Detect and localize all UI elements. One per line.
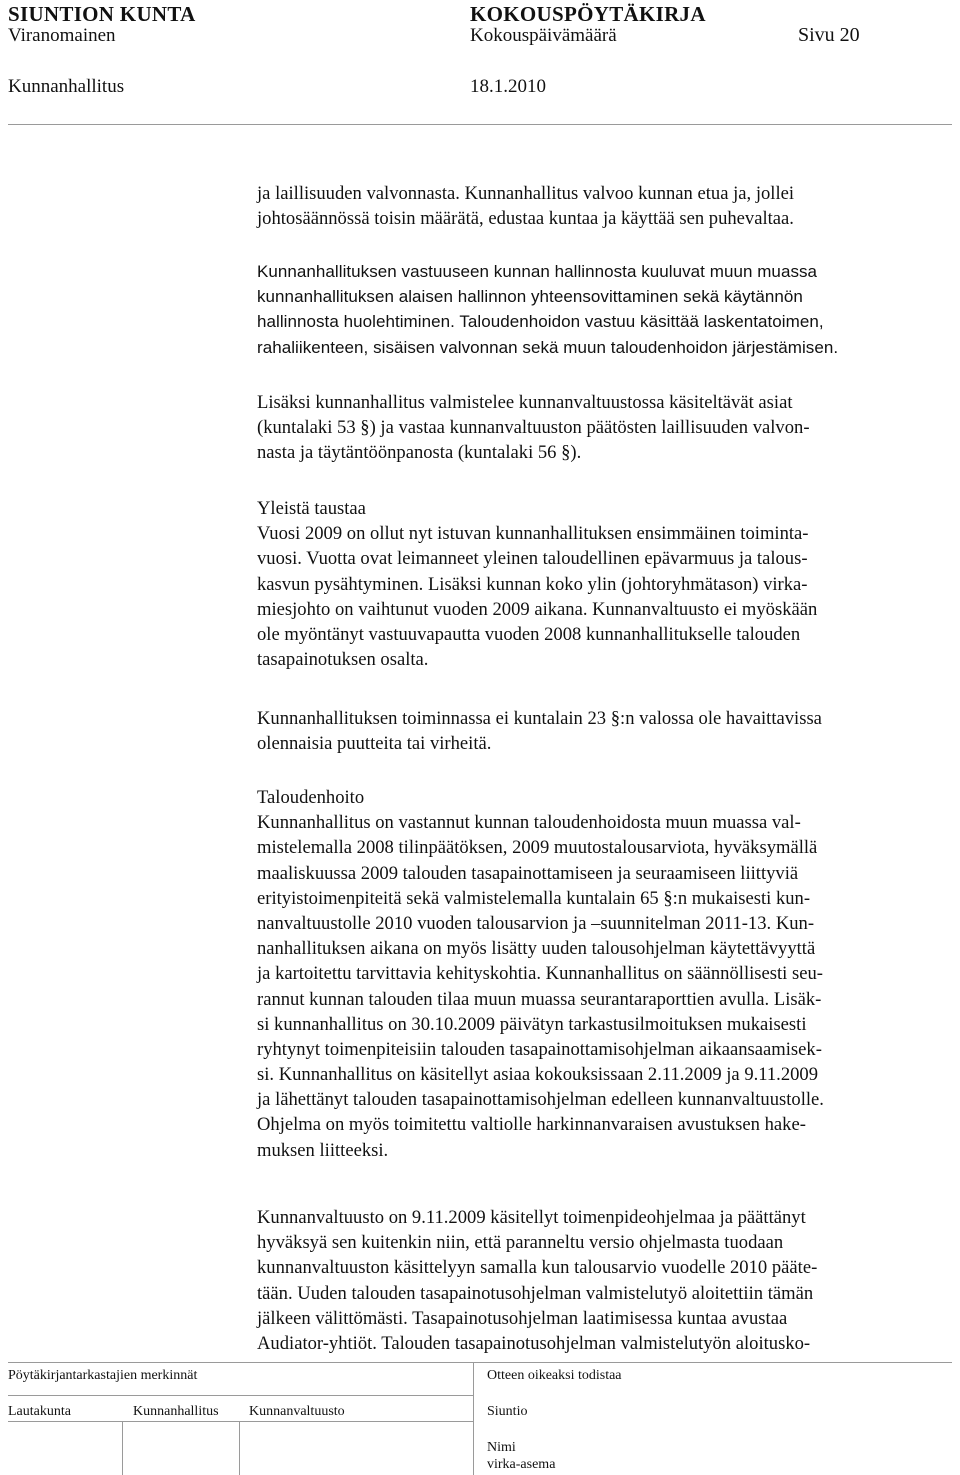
meeting-date-label: Kokouspäivämäärä [470, 25, 617, 46]
signer-position-label: virka-asema [487, 1457, 556, 1472]
page-number: Sivu 20 [798, 24, 860, 46]
signer-name-label: Nimi [487, 1440, 516, 1455]
text-line: kunnanvaltuuston käsittelyyn samalla kun talousarvio vuodelle 2010 pääte- [257, 1257, 818, 1279]
footer-col-divider [122, 1421, 123, 1475]
text-line: muksen liitteeksi. [257, 1139, 389, 1161]
text-line: ja lähettänyt talouden tasapainottamisohjelman edelleen kunnanvaltuustolle. [257, 1089, 824, 1111]
text-line: ja kartoitettu tarvittavia kehityskohtia. Kunnanhallitus on säännöllisesti seu- [257, 963, 823, 985]
footer-col-divider [239, 1421, 240, 1475]
text-line [257, 1163, 957, 1188]
reviewers-label: Pöytäkirjantarkastajien merkinnät [8, 1368, 198, 1383]
text-line: nanhallituksen aikana on myös lisätty uuden talousohjelman käytettävyyttä [257, 938, 816, 960]
text-line: rannut kunnan talouden tilaa muun muassa seurantaraporttien avulla. Lisäk- [257, 988, 822, 1010]
section-general-background [257, 496, 957, 672]
col-council: Kunnanvaltuusto [249, 1404, 345, 1419]
text-line: vuosi. Vuotta ovat leimanneet yleinen taloudellinen epävarmuus ja talous- [257, 548, 808, 570]
footer-table-row-line [8, 1421, 473, 1422]
text-line: si kunnanhallitus on 30.10.2009 päivätyn tarkastusilmoituksen mukaisesti [257, 1013, 807, 1035]
text-line: nasta ja täytäntöönpanosta (kuntalaki 56 §). [257, 442, 582, 464]
text-line: (kuntalaki 53 §) ja vastaa kunnanvaltuuston päätösten laillisuuden valvon- [257, 417, 810, 439]
text-line: ja laillisuuden valvonnasta. Kunnanhallitus valvoo kunnan etua ja, jollei [257, 183, 795, 204]
footer-table-top-left [8, 1395, 473, 1396]
paragraph-council-decision [257, 1205, 957, 1356]
text-line: tään. Uuden talouden tasapainotusohjelman valmistelutyö aloitettiin tämän [257, 1282, 814, 1304]
text-line: tasapainotuksen osalta. [257, 649, 429, 671]
document-type: KOKOUSPÖYTÄKIRJA [470, 2, 706, 26]
text-line: hallinnosta huolehtiminen. Taloudenhoidon vastuu käsittää laskentatoimen, [257, 312, 824, 332]
text-line: Vuosi 2009 on ollut nyt istuvan kunnanhallituksen ensimmäinen toiminta- [257, 523, 809, 545]
col-government: Kunnanhallitus [133, 1404, 219, 1419]
organization-name: SIUNTION KUNTA [8, 2, 196, 26]
text-line: rahaliikenteen, sisäisen valvonnan sekä muun taloudenhoidon järjestämisen. [257, 337, 839, 357]
text-line: olennaisia puutteita tai virheitä. [257, 733, 492, 755]
section-financial-management [257, 785, 957, 1188]
footer-col-divider [473, 1362, 474, 1475]
text-line: johtosäännössä toisin määrätä, edustaa kuntaa ja käyttää sen puhevaltaa. [257, 208, 794, 230]
section-heading: Taloudenhoito [257, 787, 365, 808]
certification-place: Siuntio [487, 1404, 528, 1419]
body-name: Kunnanhallitus [8, 76, 125, 97]
text-line: mistelemalla 2008 tilinpäätöksen, 2009 muutostalousarviota, hyväksymällä [257, 837, 818, 859]
paragraph-no-deficiencies [257, 706, 957, 756]
text-line: Kunnanvaltuusto on 9.11.2009 käsitellyt toimenpideohjelmaa ja päättänyt [257, 1207, 806, 1228]
meeting-date: 18.1.2010 [470, 76, 546, 97]
text-line: ole myöntänyt vastuuvapautta vuoden 2008 kunnanhallitukselle talouden [257, 623, 801, 645]
text-line: jälkeen välittömästi. Tasapainotusohjelman laatimisessa kuntaa avustaa [257, 1307, 788, 1329]
text-line: nanvaltuustolle 2010 vuoden talousarvion ja –suunnitelman 2011-13. Kun- [257, 912, 815, 934]
text-line: si. Kunnanhallitus on käsitellyt asiaa kokouksissaan 2.11.2009 ja 9.11.2009 [257, 1064, 819, 1086]
col-board: Lautakunta [8, 1404, 71, 1419]
certified-label: Otteen oikeaksi todistaa [487, 1368, 622, 1383]
section-heading: Yleistä taustaa [257, 498, 366, 519]
text-line: ryhtynyt toimenpiteisiin talouden tasapainottamisohjelman aikaansaamisek- [257, 1038, 822, 1060]
text-line: Kunnanhallitus on vastannut kunnan taloudenhoidosta muun muassa val- [257, 812, 801, 834]
text-line: hyväksyä sen kuitenkin niin, että paranneltu versio ohjelmasta tuodaan [257, 1232, 784, 1254]
text-line: kasvun pysähtyminen. Lisäksi kunnan koko ylin (johtoryhmätason) virka- [257, 573, 808, 595]
text-line: erityistoimenpiteitä sekä valmistelemalla kuntalain 65 §:n mukaisesti kun- [257, 887, 811, 909]
paragraph-preparation [257, 390, 957, 466]
text-line: Lisäksi kunnanhallitus valmistelee kunnanvaltuustossa käsiteltävät asiat [257, 392, 793, 413]
text-line: Audiator-yhtiöt. Talouden tasapainotusohjelman valmistelutyön aloitusko- [257, 1332, 811, 1354]
text-line: kunnanhallituksen alaisen hallinnon yhteensovittaminen sekä käytännön [257, 287, 803, 307]
text-line: Ohjelma on myös toimitettu valtiolle harkinnanvaraisen avustuksen hake- [257, 1114, 806, 1136]
footer-divider [8, 1362, 952, 1363]
header-divider [8, 124, 952, 125]
authority-label: Viranomainen [8, 25, 116, 46]
text-line: maaliskuussa 2009 talouden tasapainottamiseen ja seuraamiseen liittyviä [257, 862, 799, 884]
text-line: Kunnanhallituksen vastuuseen kunnan hallinnosta kuuluvat muun muassa [257, 262, 818, 281]
text-line: miesjohto on vaihtunut vuoden 2009 aikana. Kunnanvaltuusto ei myöskään [257, 598, 818, 620]
text-line: Kunnanhallituksen toiminnassa ei kuntalain 23 §:n valossa ole havaittavissa [257, 708, 822, 729]
paragraph-responsibility [257, 259, 957, 360]
paragraph-oversight [257, 181, 957, 231]
